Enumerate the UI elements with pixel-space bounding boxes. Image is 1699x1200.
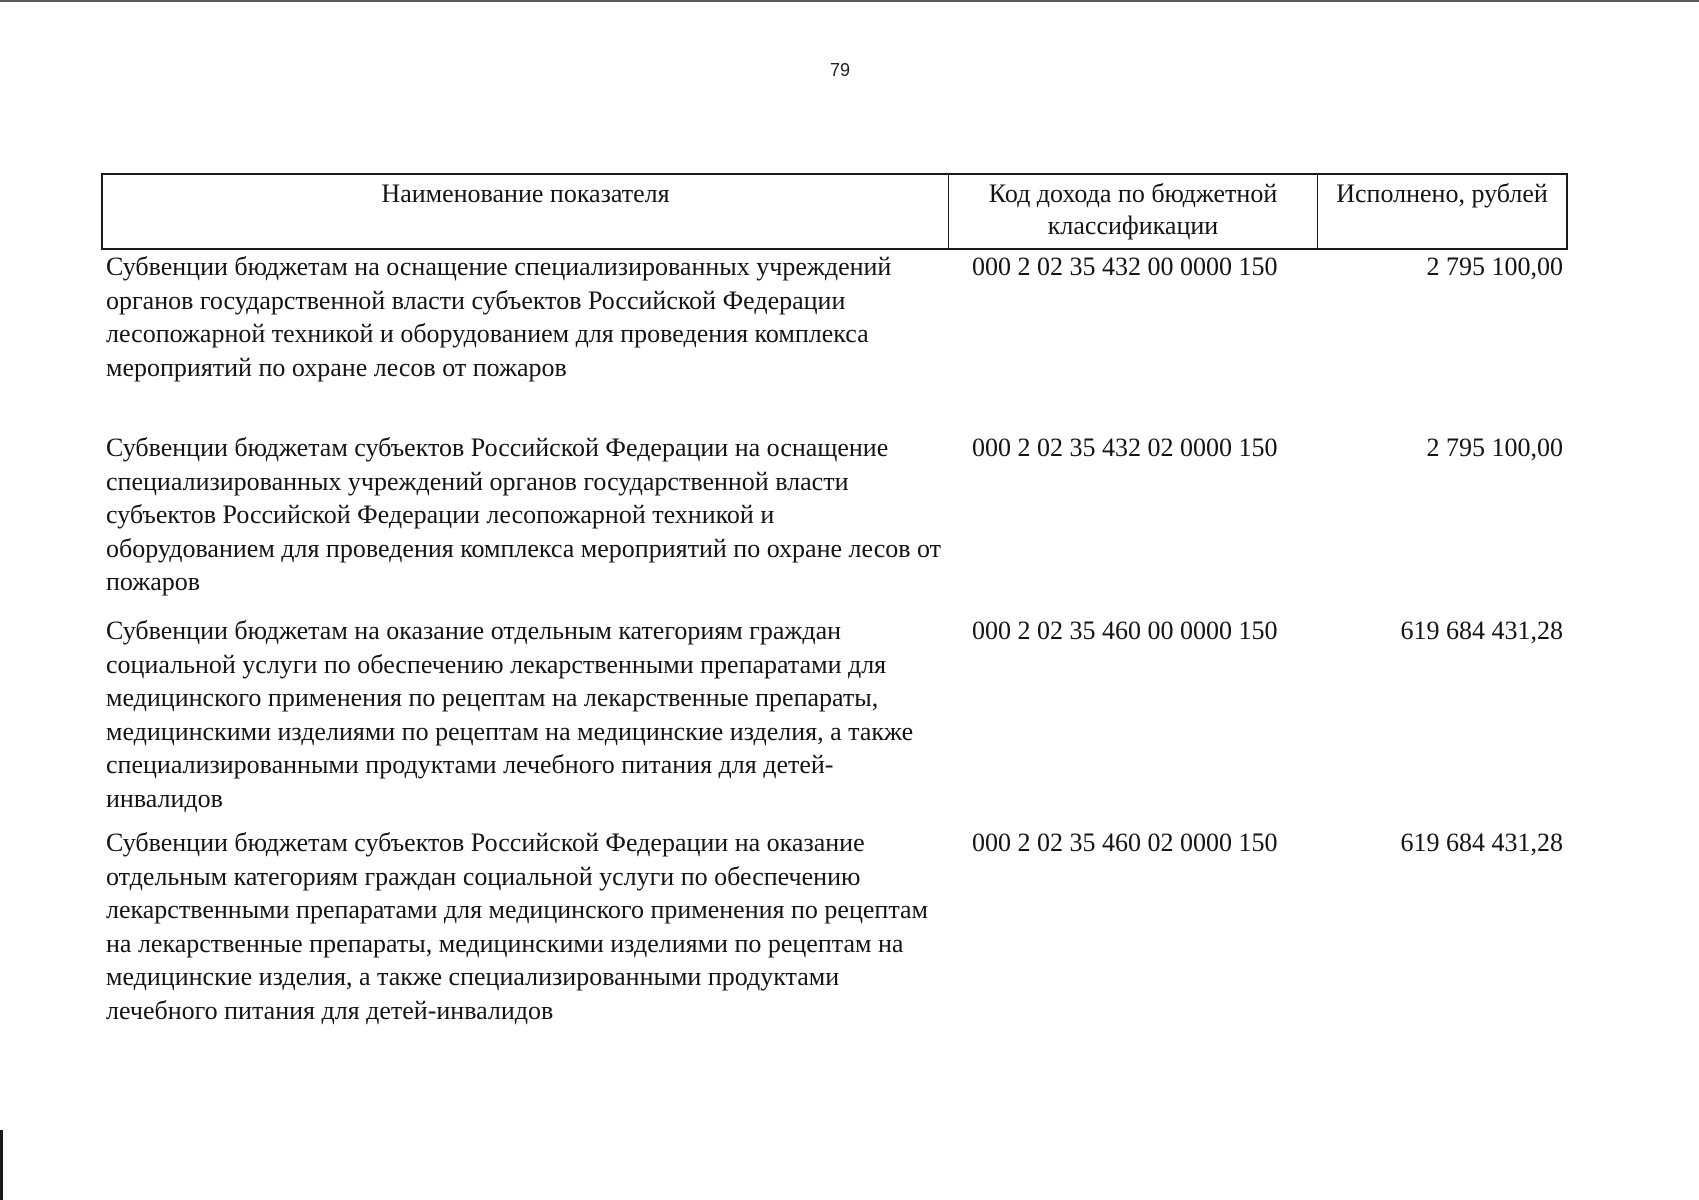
row-amount: 2 795 100,00 (1426, 433, 1563, 462)
page-number: 79 (829, 60, 851, 80)
table-row (101, 614, 1568, 826)
header-amount: Исполнено, рублей (1336, 179, 1548, 208)
table-row (101, 826, 1568, 1036)
row-code: 000 2 02 35 460 00 0000 150 (972, 616, 1278, 645)
table-header (101, 173, 1568, 250)
row-code: 000 2 02 35 432 00 0000 150 (972, 252, 1278, 281)
row-name: Субвенции бюджетам субъектов Российской Федерации на оснащение специализированных учреждений органов государственной власти субъектов Российской Федерации лесопожарной техникой и оборудованием для проведения комплекса мероприятий по охране лесов от пожаров (106, 433, 942, 597)
row-amount: 619 684 431,28 (1400, 616, 1563, 645)
table-row (101, 431, 1568, 614)
row-name: Субвенции бюджетам субъектов Российской Федерации на оказание отдельным категориям граждан социальной услуги по обеспечению лекарственными препаратами для медицинского применения по рецептам на лекарственные препараты, медицинскими изделиями по рецептам на медицинские изделия, а также специализированными продуктами лечебного питания для детей-инвалидов (106, 828, 929, 1025)
table-row (101, 250, 1568, 431)
header-name: Наименование показателя (103, 175, 949, 248)
row-code: 000 2 02 35 460 02 0000 150 (972, 828, 1278, 857)
scan-top-edge (0, 0, 1699, 2)
row-amount: 619 684 431,28 (1400, 828, 1563, 857)
row-amount: 2 795 100,00 (1426, 252, 1563, 281)
row-name: Субвенции бюджетам на оснащение специализированных учреждений органов государственной власти субъектов Российской Федерации лесопожарной техникой и оборудованием для проведения комплекса мероприятий по охране лесов от пожаров (106, 252, 892, 382)
table-body (101, 250, 1568, 1036)
row-name: Субвенции бюджетам на оказание отдельным категориям граждан социальной услуги по обеспечению лекарственными препаратами для медицинского применения по рецептам на лекарственные препараты, медицинскими изделиями по рецептам на медицинские изделия, а также специализированными продуктами лечебного питания для детей-инвалидов (106, 616, 914, 813)
scan-left-edge-mark (0, 1130, 3, 1200)
row-code: 000 2 02 35 432 02 0000 150 (972, 433, 1278, 462)
header-code: Код дохода по бюджетной классификации (949, 175, 1318, 248)
